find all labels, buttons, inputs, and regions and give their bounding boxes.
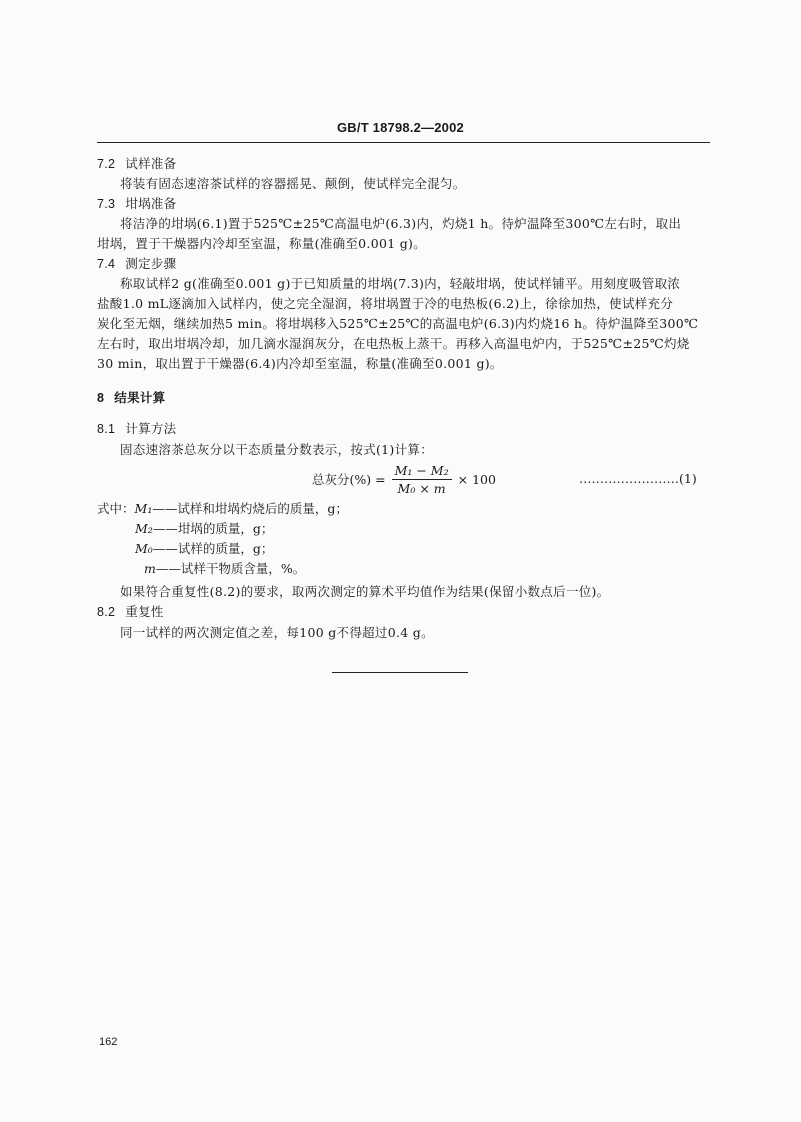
- result-note: 如果符合重复性(8.2)的要求，取两次测定的算术平均值作为结果(保留小数点后一位)。: [120, 584, 610, 599]
- section-number: 7.4: [97, 257, 116, 271]
- paragraph-line: 坩埚，置于干燥器内冷却至室温，称量(准确至0.001 g)。: [97, 236, 427, 251]
- section-title: 结果计算: [114, 390, 166, 405]
- formula-denominator: M₀ × m: [397, 480, 446, 496]
- paragraph-line: 同一试样的两次测定值之差，每100 g不得超过0.4 g。: [120, 625, 434, 640]
- definition-symbol: M₁: [134, 501, 153, 516]
- page-number: 162: [99, 1036, 118, 1048]
- paragraph-line: 将装有固态速溶茶试样的容器摇晃、颠倒，使试样完全混匀。: [120, 176, 466, 191]
- paragraph-line: 炭化至无烟，继续加热5 min。将坩埚移入525℃±25℃的高温电炉(6.3)内灼烧16 h。待炉温降至300℃: [97, 316, 699, 331]
- definition-row: [135, 520, 273, 538]
- paragraph-line: 将洁净的坩埚(6.1)置于525℃±25℃高温电炉(6.3)内，灼烧1 h。待炉温降至300℃左右时，取出: [120, 216, 682, 231]
- formula-fraction: [392, 463, 452, 496]
- definition-symbol: m: [144, 561, 156, 576]
- formula-numerator: M₁ − M₂: [392, 463, 452, 480]
- section-title: 计算方法: [125, 421, 177, 436]
- paragraph-line: 盐酸1.0 mL逐滴加入试样内，使之完全湿润，将坩埚置于冷的电热板(6.2)上，徐徐加热，使试样充分: [97, 296, 674, 311]
- section-title: 试样准备: [125, 156, 177, 171]
- definition-symbol: M₂: [135, 521, 153, 536]
- section-number: 8: [97, 391, 105, 405]
- formula-lhs: 总灰分(%) =: [312, 472, 386, 487]
- section-title: 坩埚准备: [125, 196, 177, 211]
- formula-rhs: × 100: [457, 471, 496, 487]
- equation-number: ……………………(1): [579, 471, 697, 486]
- section-title: 测定步骤: [125, 256, 177, 271]
- section-heading-7-4: [97, 255, 176, 273]
- section-number: 8.2: [97, 605, 116, 619]
- definition-row: [135, 540, 273, 558]
- section-heading-8: [97, 389, 165, 407]
- paragraph-line: 称取试样2 g(准确至0.001 g)于已知质量的坩埚(7.3)内，轻敲坩埚，使试样铺平。用刻度吸管取浓: [120, 276, 681, 291]
- definition-row: [97, 500, 348, 518]
- header-rule: [97, 142, 710, 143]
- section-heading-8-1: [97, 420, 176, 438]
- section-heading-7-2: [97, 155, 176, 173]
- section-number: 7.2: [97, 157, 116, 171]
- definition-text: ——坩埚的质量，g；: [152, 521, 274, 536]
- paragraph-line: 30 min，取出置于干燥器(6.4)内冷却至室温，称量(准确至0.001 g)。: [97, 356, 503, 371]
- definition-text: ——试样和坩埚灼烧后的质量，g；: [152, 501, 348, 516]
- where-label: 式中：: [97, 501, 135, 516]
- paragraph-line: 固态速溶茶总灰分以干态质量分数表示，按式(1)计算：: [120, 442, 434, 457]
- section-heading-8-2: [97, 603, 164, 621]
- standard-code-header: GB/T 18798.2—2002: [337, 120, 464, 135]
- ash-formula: [312, 462, 496, 496]
- end-rule: [332, 672, 468, 673]
- paragraph-line: 左右时，取出坩埚冷却，加几滴水湿润灰分，在电热板上蒸干。再移入高温电炉内，于525℃±25℃灼烧: [97, 336, 690, 351]
- definition-text: ——试样干物质含量，%。: [155, 561, 306, 576]
- definition-row: [144, 560, 305, 578]
- definition-text: ——试样的质量，g；: [152, 541, 274, 556]
- section-heading-7-3: [97, 195, 176, 213]
- section-number: 8.1: [97, 422, 116, 436]
- section-number: 7.3: [97, 197, 116, 211]
- definition-symbol: M₀: [135, 541, 153, 556]
- section-title: 重复性: [125, 604, 164, 619]
